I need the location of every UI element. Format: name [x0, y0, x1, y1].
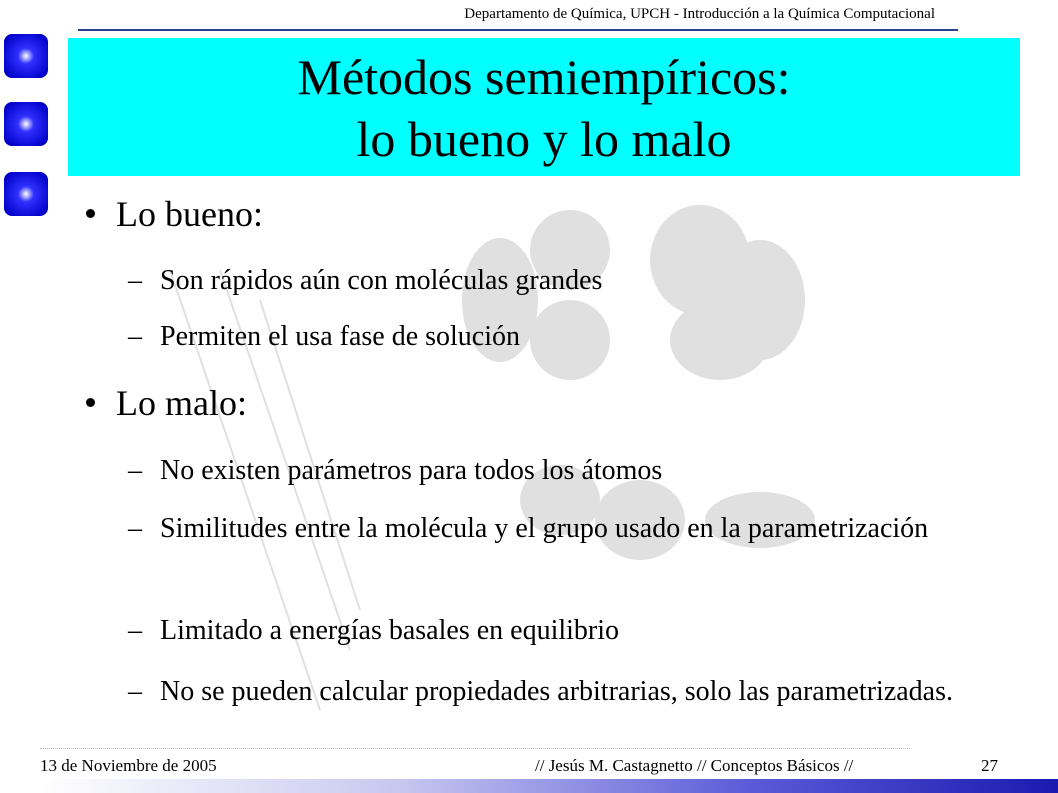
list-item-text: Permiten el usa fase de solución — [160, 321, 521, 352]
footer-divider — [40, 748, 910, 749]
dash-icon: – — [128, 513, 142, 544]
dash-icon: – — [128, 615, 142, 646]
footer-date: 13 de Noviembre de 2005 — [40, 756, 217, 775]
section-heading-bad — [116, 383, 247, 423]
dash-icon: – — [128, 321, 142, 352]
title-line-1: Métodos semiempíricos: — [297, 49, 791, 105]
list-item — [128, 510, 975, 547]
title-line-2: lo bueno y lo malo — [356, 111, 732, 167]
list-item-text: Similitudes entre la molécula y el grupo usado en la parametrización — [160, 513, 929, 544]
list-item — [128, 673, 975, 710]
list-item-text: No existen parámetros para todos los átomos — [160, 455, 663, 486]
list-item — [128, 318, 975, 355]
list-item — [128, 452, 975, 489]
section-heading-text: Lo malo: — [116, 383, 247, 423]
list-item-text: Limitado a energías basales en equilibrio — [160, 615, 620, 646]
bullet-dot-icon — [86, 209, 95, 218]
section-heading-text: Lo bueno: — [116, 194, 263, 234]
footer-author: // Jesús M. Castagnetto // Conceptos Básicos // — [535, 756, 854, 775]
list-item-text: No se pueden calcular propiedades arbitrarias, solo las parametrizadas. — [160, 676, 953, 707]
page-number: 27 — [981, 756, 998, 775]
dash-icon: – — [128, 455, 142, 486]
footer-gradient-bar — [40, 779, 1058, 793]
bullet-dot-icon — [86, 398, 95, 407]
list-item — [128, 262, 975, 299]
dash-icon: – — [128, 676, 142, 707]
section-heading-good — [116, 194, 263, 234]
dash-icon: – — [128, 265, 142, 296]
list-item — [128, 612, 975, 649]
list-item-text: Son rápidos aún con moléculas grandes — [160, 265, 603, 296]
header-text: Departamento de Química, UPCH - Introducción a la Química Computacional — [464, 6, 935, 22]
